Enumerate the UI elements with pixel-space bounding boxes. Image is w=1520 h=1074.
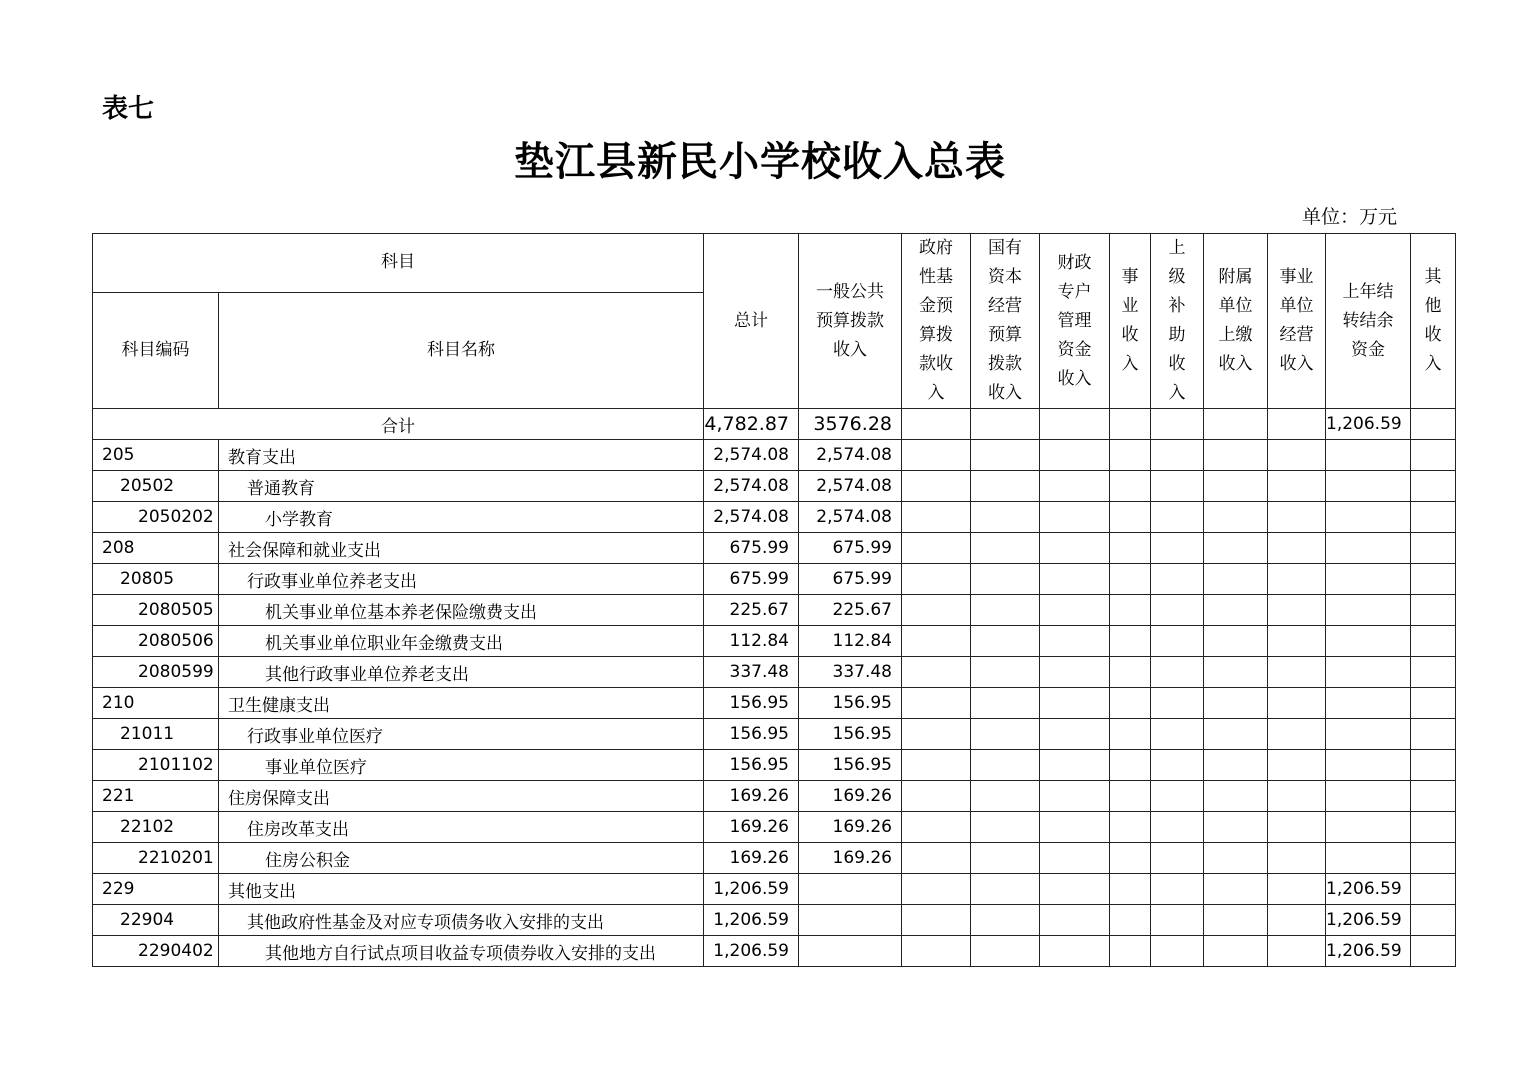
table-row bbox=[93, 502, 1456, 533]
table-row bbox=[93, 440, 1456, 471]
total-cell bbox=[1268, 409, 1326, 440]
row-empty-cell bbox=[1268, 502, 1326, 533]
row-empty-cell bbox=[902, 719, 971, 750]
row-empty-cell bbox=[1110, 533, 1151, 564]
row-empty-cell bbox=[1151, 719, 1204, 750]
row-empty-cell bbox=[902, 626, 971, 657]
row-empty-cell bbox=[1040, 936, 1110, 967]
row-general-budget: 156.95 bbox=[799, 750, 902, 781]
row-empty-cell bbox=[1204, 471, 1268, 502]
row-empty-cell bbox=[1204, 874, 1268, 905]
row-empty-cell bbox=[1268, 843, 1326, 874]
row-empty-cell bbox=[1151, 750, 1204, 781]
row-empty-cell bbox=[1204, 843, 1268, 874]
total-total: 4,782.87 bbox=[704, 409, 799, 440]
row-empty-cell bbox=[1040, 533, 1110, 564]
row-empty-cell bbox=[1268, 719, 1326, 750]
row-empty-cell bbox=[1411, 874, 1456, 905]
row-empty-cell bbox=[1110, 657, 1151, 688]
row-prior-year-balance bbox=[1326, 502, 1411, 533]
header-state-capital: 国有 资本 经营 预算 拨款 收入 bbox=[971, 234, 1040, 409]
row-empty-cell bbox=[1411, 719, 1456, 750]
header-gov-fund: 政府 性基 金预 算拨 款收 入 bbox=[902, 234, 971, 409]
row-total: 156.95 bbox=[704, 750, 799, 781]
row-name: 住房保障支出 bbox=[219, 781, 704, 812]
row-empty-cell bbox=[1040, 564, 1110, 595]
row-empty-cell bbox=[1040, 719, 1110, 750]
row-empty-cell bbox=[902, 657, 971, 688]
row-empty-cell bbox=[1151, 502, 1204, 533]
total-cell bbox=[971, 409, 1040, 440]
row-code: 20502 bbox=[93, 471, 219, 502]
row-empty-cell bbox=[1151, 812, 1204, 843]
row-empty-cell bbox=[1040, 812, 1110, 843]
row-name: 住房改革支出 bbox=[219, 812, 704, 843]
row-total: 169.26 bbox=[704, 812, 799, 843]
row-empty-cell bbox=[1204, 905, 1268, 936]
row-empty-cell bbox=[971, 874, 1040, 905]
row-empty-cell bbox=[902, 502, 971, 533]
row-total: 2,574.08 bbox=[704, 471, 799, 502]
row-code: 221 bbox=[93, 781, 219, 812]
row-total: 169.26 bbox=[704, 781, 799, 812]
row-general-budget: 112.84 bbox=[799, 626, 902, 657]
row-empty-cell bbox=[1204, 719, 1268, 750]
row-empty-cell bbox=[1040, 502, 1110, 533]
header-name: 科目名称 bbox=[219, 292, 704, 408]
row-empty-cell bbox=[971, 471, 1040, 502]
row-empty-cell bbox=[1411, 905, 1456, 936]
row-empty-cell bbox=[1268, 936, 1326, 967]
row-empty-cell bbox=[1204, 812, 1268, 843]
table-row bbox=[93, 533, 1456, 564]
row-empty-cell bbox=[902, 533, 971, 564]
row-empty-cell bbox=[1110, 564, 1151, 595]
header-general-budget: 一般公共 预算拨款 收入 bbox=[799, 234, 902, 409]
unit-label: 单位：万元 bbox=[1302, 206, 1398, 228]
row-empty-cell bbox=[902, 564, 971, 595]
row-code: 22102 bbox=[93, 812, 219, 843]
row-code: 2080506 bbox=[93, 626, 219, 657]
header-code: 科目编码 bbox=[93, 292, 219, 408]
row-prior-year-balance bbox=[1326, 657, 1411, 688]
row-empty-cell bbox=[1110, 750, 1151, 781]
row-empty-cell bbox=[902, 471, 971, 502]
header-business-income: 事 业 收 入 bbox=[1110, 234, 1151, 409]
table-row bbox=[93, 657, 1456, 688]
row-general-budget: 675.99 bbox=[799, 533, 902, 564]
row-name: 普通教育 bbox=[219, 471, 704, 502]
row-empty-cell bbox=[1204, 502, 1268, 533]
row-prior-year-balance bbox=[1326, 626, 1411, 657]
row-empty-cell bbox=[1040, 843, 1110, 874]
row-name: 行政事业单位养老支出 bbox=[219, 564, 704, 595]
row-empty-cell bbox=[1151, 595, 1204, 626]
income-summary-table bbox=[92, 233, 1456, 967]
row-prior-year-balance: 1,206.59 bbox=[1326, 936, 1411, 967]
row-empty-cell bbox=[1040, 874, 1110, 905]
row-empty-cell bbox=[971, 440, 1040, 471]
row-empty-cell bbox=[1411, 812, 1456, 843]
row-empty-cell bbox=[971, 936, 1040, 967]
row-total: 337.48 bbox=[704, 657, 799, 688]
row-name: 社会保障和就业支出 bbox=[219, 533, 704, 564]
row-empty-cell bbox=[1151, 874, 1204, 905]
table-row bbox=[93, 626, 1456, 657]
row-empty-cell bbox=[1204, 595, 1268, 626]
row-code: 2080599 bbox=[93, 657, 219, 688]
row-empty-cell bbox=[1411, 843, 1456, 874]
row-total: 675.99 bbox=[704, 564, 799, 595]
page-title: 垫江县新民小学校收入总表 bbox=[514, 138, 1006, 185]
row-empty-cell bbox=[1268, 688, 1326, 719]
row-total: 2,574.08 bbox=[704, 502, 799, 533]
row-empty-cell bbox=[1151, 657, 1204, 688]
row-empty-cell bbox=[1110, 471, 1151, 502]
row-general-budget: 2,574.08 bbox=[799, 471, 902, 502]
total-label: 合计 bbox=[93, 409, 704, 440]
row-empty-cell bbox=[1110, 781, 1151, 812]
row-general-budget: 156.95 bbox=[799, 719, 902, 750]
header-row bbox=[93, 234, 1456, 293]
row-empty-cell bbox=[1204, 750, 1268, 781]
row-general-budget bbox=[799, 874, 902, 905]
row-empty-cell bbox=[1411, 688, 1456, 719]
table-row bbox=[93, 812, 1456, 843]
row-general-budget: 337.48 bbox=[799, 657, 902, 688]
row-empty-cell bbox=[1040, 905, 1110, 936]
row-name: 卫生健康支出 bbox=[219, 688, 704, 719]
row-total: 156.95 bbox=[704, 719, 799, 750]
row-empty-cell bbox=[902, 750, 971, 781]
row-total: 1,206.59 bbox=[704, 905, 799, 936]
row-code: 2080505 bbox=[93, 595, 219, 626]
header-other-income: 其 他 收 入 bbox=[1411, 234, 1456, 409]
row-empty-cell bbox=[1151, 781, 1204, 812]
row-prior-year-balance bbox=[1326, 440, 1411, 471]
row-code: 210 bbox=[93, 688, 219, 719]
row-total: 2,574.08 bbox=[704, 440, 799, 471]
row-empty-cell bbox=[902, 843, 971, 874]
row-name: 其他支出 bbox=[219, 874, 704, 905]
row-empty-cell bbox=[1204, 657, 1268, 688]
row-prior-year-balance bbox=[1326, 750, 1411, 781]
table-row bbox=[93, 564, 1456, 595]
row-empty-cell bbox=[902, 595, 971, 626]
row-empty-cell bbox=[1268, 905, 1326, 936]
row-empty-cell bbox=[1151, 533, 1204, 564]
row-code: 2210201 bbox=[93, 843, 219, 874]
row-code: 2101102 bbox=[93, 750, 219, 781]
row-prior-year-balance: 1,206.59 bbox=[1326, 905, 1411, 936]
row-empty-cell bbox=[1151, 843, 1204, 874]
row-empty-cell bbox=[1411, 564, 1456, 595]
row-empty-cell bbox=[1110, 936, 1151, 967]
row-empty-cell bbox=[902, 905, 971, 936]
row-empty-cell bbox=[971, 750, 1040, 781]
row-prior-year-balance bbox=[1326, 719, 1411, 750]
row-empty-cell bbox=[902, 688, 971, 719]
row-empty-cell bbox=[1411, 533, 1456, 564]
row-empty-cell bbox=[1110, 626, 1151, 657]
row-empty-cell bbox=[1411, 471, 1456, 502]
header-superior-subsidy: 上 级 补 助 收 入 bbox=[1151, 234, 1204, 409]
row-general-budget: 169.26 bbox=[799, 781, 902, 812]
row-empty-cell bbox=[1151, 440, 1204, 471]
row-code: 208 bbox=[93, 533, 219, 564]
row-name: 事业单位医疗 bbox=[219, 750, 704, 781]
row-name: 行政事业单位医疗 bbox=[219, 719, 704, 750]
header-affiliated-income: 附属 单位 上缴 收入 bbox=[1204, 234, 1268, 409]
table-row bbox=[93, 688, 1456, 719]
row-total: 169.26 bbox=[704, 843, 799, 874]
header-subject: 科目 bbox=[93, 234, 704, 293]
row-empty-cell bbox=[971, 781, 1040, 812]
row-empty-cell bbox=[1268, 595, 1326, 626]
row-general-budget bbox=[799, 905, 902, 936]
row-empty-cell bbox=[971, 502, 1040, 533]
row-empty-cell bbox=[1110, 688, 1151, 719]
row-empty-cell bbox=[1268, 471, 1326, 502]
row-prior-year-balance bbox=[1326, 843, 1411, 874]
row-empty-cell bbox=[902, 936, 971, 967]
total-cell bbox=[1040, 409, 1110, 440]
row-code: 21011 bbox=[93, 719, 219, 750]
row-empty-cell bbox=[1204, 564, 1268, 595]
total-cell bbox=[1204, 409, 1268, 440]
row-empty-cell bbox=[1040, 626, 1110, 657]
row-code: 205 bbox=[93, 440, 219, 471]
row-code: 2290402 bbox=[93, 936, 219, 967]
row-empty-cell bbox=[1110, 843, 1151, 874]
row-empty-cell bbox=[1411, 936, 1456, 967]
row-empty-cell bbox=[1151, 688, 1204, 719]
header-business-operation: 事业 单位 经营 收入 bbox=[1268, 234, 1326, 409]
row-total: 112.84 bbox=[704, 626, 799, 657]
row-name: 机关事业单位基本养老保险缴费支出 bbox=[219, 595, 704, 626]
table-row bbox=[93, 781, 1456, 812]
total-prior-year-balance: 1,206.59 bbox=[1326, 409, 1411, 440]
total-cell bbox=[902, 409, 971, 440]
row-code: 229 bbox=[93, 874, 219, 905]
table-number: 表七 bbox=[102, 94, 155, 124]
total-cell bbox=[1151, 409, 1204, 440]
row-empty-cell bbox=[1411, 595, 1456, 626]
row-empty-cell bbox=[1204, 440, 1268, 471]
row-total: 225.67 bbox=[704, 595, 799, 626]
table-row bbox=[93, 843, 1456, 874]
row-empty-cell bbox=[1110, 874, 1151, 905]
row-total: 675.99 bbox=[704, 533, 799, 564]
row-empty-cell bbox=[1268, 533, 1326, 564]
row-general-budget: 225.67 bbox=[799, 595, 902, 626]
row-general-budget: 156.95 bbox=[799, 688, 902, 719]
row-empty-cell bbox=[1151, 564, 1204, 595]
row-general-budget: 2,574.08 bbox=[799, 502, 902, 533]
row-empty-cell bbox=[1110, 905, 1151, 936]
table-row bbox=[93, 905, 1456, 936]
row-general-budget: 675.99 bbox=[799, 564, 902, 595]
row-code: 22904 bbox=[93, 905, 219, 936]
header-total: 总计 bbox=[704, 234, 799, 409]
header-fiscal-special: 财政 专户 管理 资金 收入 bbox=[1040, 234, 1110, 409]
row-empty-cell bbox=[971, 533, 1040, 564]
row-name: 教育支出 bbox=[219, 440, 704, 471]
row-total: 1,206.59 bbox=[704, 874, 799, 905]
row-empty-cell bbox=[1204, 533, 1268, 564]
row-empty-cell bbox=[902, 781, 971, 812]
row-empty-cell bbox=[902, 440, 971, 471]
row-empty-cell bbox=[1040, 595, 1110, 626]
row-prior-year-balance bbox=[1326, 595, 1411, 626]
row-empty-cell bbox=[971, 657, 1040, 688]
row-empty-cell bbox=[1110, 440, 1151, 471]
table-row bbox=[93, 874, 1456, 905]
row-total: 1,206.59 bbox=[704, 936, 799, 967]
row-name: 其他行政事业单位养老支出 bbox=[219, 657, 704, 688]
row-empty-cell bbox=[1151, 471, 1204, 502]
row-empty-cell bbox=[971, 688, 1040, 719]
row-empty-cell bbox=[1268, 657, 1326, 688]
row-code: 20805 bbox=[93, 564, 219, 595]
row-name: 机关事业单位职业年金缴费支出 bbox=[219, 626, 704, 657]
row-prior-year-balance bbox=[1326, 533, 1411, 564]
row-empty-cell bbox=[971, 595, 1040, 626]
row-empty-cell bbox=[1040, 440, 1110, 471]
total-cell bbox=[1411, 409, 1456, 440]
row-empty-cell bbox=[1040, 750, 1110, 781]
row-empty-cell bbox=[1268, 874, 1326, 905]
row-empty-cell bbox=[1151, 905, 1204, 936]
row-empty-cell bbox=[971, 905, 1040, 936]
row-prior-year-balance: 1,206.59 bbox=[1326, 874, 1411, 905]
row-empty-cell bbox=[1204, 936, 1268, 967]
row-code: 2050202 bbox=[93, 502, 219, 533]
row-empty-cell bbox=[902, 874, 971, 905]
row-empty-cell bbox=[1268, 781, 1326, 812]
row-empty-cell bbox=[1268, 564, 1326, 595]
row-empty-cell bbox=[1110, 502, 1151, 533]
row-general-budget: 169.26 bbox=[799, 812, 902, 843]
row-prior-year-balance bbox=[1326, 688, 1411, 719]
row-empty-cell bbox=[1040, 471, 1110, 502]
row-empty-cell bbox=[1151, 626, 1204, 657]
table-row bbox=[93, 750, 1456, 781]
row-empty-cell bbox=[1411, 626, 1456, 657]
row-empty-cell bbox=[1204, 688, 1268, 719]
row-empty-cell bbox=[1268, 440, 1326, 471]
row-empty-cell bbox=[1268, 626, 1326, 657]
row-empty-cell bbox=[1110, 812, 1151, 843]
table-row bbox=[93, 471, 1456, 502]
row-empty-cell bbox=[971, 626, 1040, 657]
row-empty-cell bbox=[971, 564, 1040, 595]
row-empty-cell bbox=[1151, 936, 1204, 967]
table-row bbox=[93, 936, 1456, 967]
row-empty-cell bbox=[971, 719, 1040, 750]
total-cell bbox=[1110, 409, 1151, 440]
row-empty-cell bbox=[1110, 595, 1151, 626]
row-empty-cell bbox=[1411, 781, 1456, 812]
row-empty-cell bbox=[1411, 750, 1456, 781]
table-row bbox=[93, 719, 1456, 750]
row-empty-cell bbox=[1204, 781, 1268, 812]
row-general-budget bbox=[799, 936, 902, 967]
row-empty-cell bbox=[902, 812, 971, 843]
row-name: 其他政府性基金及对应专项债务收入安排的支出 bbox=[219, 905, 704, 936]
row-empty-cell bbox=[1040, 688, 1110, 719]
row-empty-cell bbox=[1040, 781, 1110, 812]
row-empty-cell bbox=[1268, 750, 1326, 781]
row-empty-cell bbox=[971, 812, 1040, 843]
row-empty-cell bbox=[1411, 502, 1456, 533]
row-name: 其他地方自行试点项目收益专项债券收入安排的支出 bbox=[219, 936, 704, 967]
row-empty-cell bbox=[1411, 440, 1456, 471]
row-name: 小学教育 bbox=[219, 502, 704, 533]
row-empty-cell bbox=[1040, 657, 1110, 688]
table-row bbox=[93, 595, 1456, 626]
row-general-budget: 2,574.08 bbox=[799, 440, 902, 471]
row-prior-year-balance bbox=[1326, 812, 1411, 843]
row-name: 住房公积金 bbox=[219, 843, 704, 874]
row-empty-cell bbox=[971, 843, 1040, 874]
row-prior-year-balance bbox=[1326, 471, 1411, 502]
row-prior-year-balance bbox=[1326, 781, 1411, 812]
header-prior-year-balance: 上年结 转结余 资金 bbox=[1326, 234, 1411, 409]
total-row bbox=[93, 409, 1456, 440]
row-prior-year-balance bbox=[1326, 564, 1411, 595]
row-empty-cell bbox=[1411, 657, 1456, 688]
row-general-budget: 169.26 bbox=[799, 843, 902, 874]
row-empty-cell bbox=[1110, 719, 1151, 750]
total-general-budget: 3576.28 bbox=[799, 409, 902, 440]
row-total: 156.95 bbox=[704, 688, 799, 719]
row-empty-cell bbox=[1268, 812, 1326, 843]
row-empty-cell bbox=[1204, 626, 1268, 657]
